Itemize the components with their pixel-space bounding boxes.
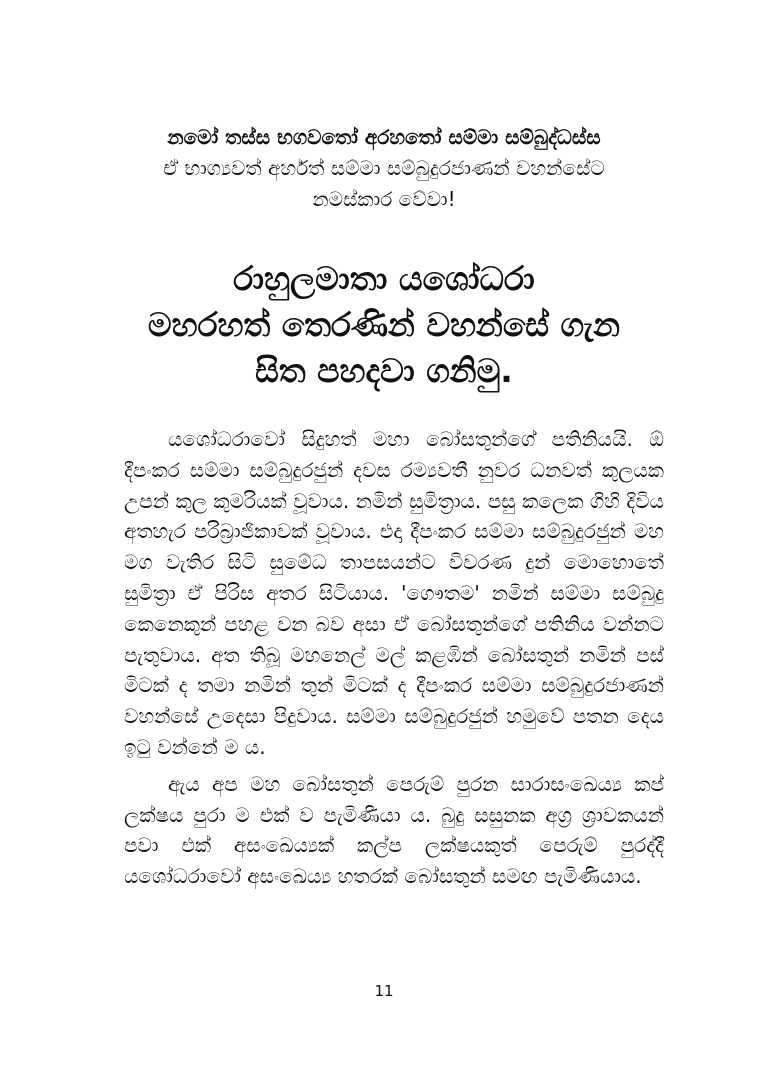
page-number: 11	[374, 982, 394, 1000]
title-line-3: සිත පහදවා ගනිමු.	[255, 351, 513, 390]
body-text	[124, 424, 664, 898]
title-line-1: රාහුලමාතා යශෝධරා	[233, 259, 535, 298]
body-paragraph-1: යශෝධරාවෝ සිදුහත් මහා බෝසතුන්ගේ පතිනියයි. ඕ දීපංකර සම්මා සම්බුදුරජුන් දවස රම්‍යවතී නුවර ධනවත් කුලයක උපන් කුල කුමරියක් වූවාය. නමින් සුමිත්‍රාය. පසු කලෙක ගිහි දිවිය අතහැර පරිබ්‍රාජිකාවක් වූවාය. එදා දීපංකර සම්මා සම්බුදුරජුන් මහ මග වැතිර සිටි සුමේධ තාපසයන්ට විවරණ දුන් මොහොතේ සුමිත්‍රා ඒ පිරිස අතර සිටියාය. 'ගෞතම' නමින් සම්මා සම්බුදු කෙනෙකුන් පහළ වන බව අසා ඒ බෝසතුන්ගේ පතිනිය වන්නට පැතුවාය. අත තිබූ මහනෙල් මල් කළඹින් බෝසතුන් නමින් පස් මිටක් ද තමා නමින් තුන් මිටක් ද දීපංකර සම්මා සම්බුදුරජාණන් වහන්සේ උදෙසා පිදුවාය. සම්මා සම්බුදුරජුන් හමුවේ පතන දෙය ඉටු වන්නේ ම ය.	[124, 427, 664, 759]
body-paragraph-2: ඇය අප මහ බෝසතුන් පෙරුම් පුරන සාරාසංඛෙය්‍ය කප් ලක්ෂය පුරා ම එක් ව පැමිණියා ය. බුදු සසුනක අග්‍ර ශ්‍රාවකයන් පවා එක් අසංඛෙය්‍යක් කල්ප ලක්ෂයකුත් පෙරුම් පුරද්දී යශෝධරාවෝ අසංඛෙය්‍ය හතරක් බෝසතුන් සමඟ පැමිණියාය.	[124, 771, 664, 889]
sinhala-homage-line-1: ඒ භාග්‍යවත් අර්හත් සම්මා සම්බුදුරජාණන් වහන්සේට	[163, 156, 605, 180]
title-line-2: මහරහත් තෙරණින් වහන්සේ ගැන	[147, 305, 621, 344]
pali-homage-line: නමෝ තස්ස භගවතෝ අරහතෝ සම්මා සම්බුද්ධස්ස	[167, 125, 601, 149]
sinhala-homage-line-2: නමස්කාර වේවා!	[312, 187, 456, 211]
salutation-block	[100, 122, 668, 215]
page-title	[90, 256, 678, 394]
